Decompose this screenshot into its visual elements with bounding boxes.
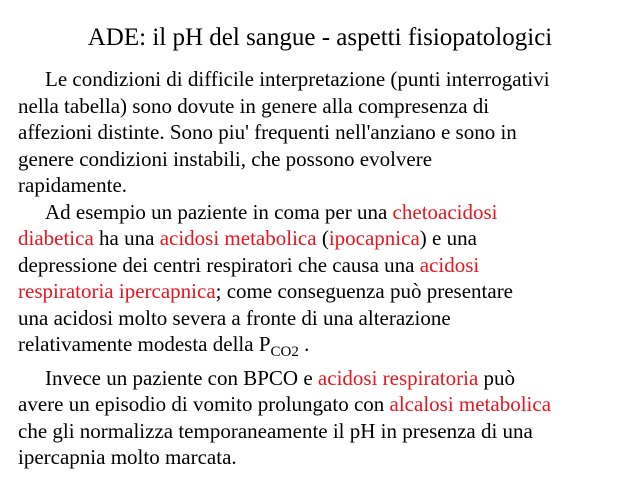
highlight-term-acidosi-respiratoria: acidosi respiratoria bbox=[317, 365, 479, 390]
paragraph-1 bbox=[18, 66, 630, 199]
paragraph-2-line-4 bbox=[18, 278, 630, 305]
highlight-term-chetoacidosi: chetoacidosi bbox=[392, 199, 498, 224]
paragraph-1-line-4: genere condizioni instabili, che possono evolvere bbox=[18, 146, 433, 171]
paragraph-1-line-2: nella tabella) sono dovute in genere alla compresenza di bbox=[18, 93, 490, 118]
paragraph-3-line-2 bbox=[18, 391, 630, 418]
pco2-main: P bbox=[258, 332, 271, 356]
paragraph-2-line-1 bbox=[18, 199, 630, 226]
slide-title: ADE: il pH del sangue - aspetti fisiopatologici bbox=[87, 24, 553, 51]
text-run: Invece un paziente con BPCO e bbox=[45, 365, 318, 390]
text-run: ( bbox=[316, 226, 329, 250]
highlight-term-diabetica: diabetica bbox=[18, 226, 94, 250]
text-run: . bbox=[298, 332, 310, 356]
paragraph-1-line-1: Le condizioni di difficile interpretazione (punti interrogativi bbox=[45, 67, 550, 91]
pco2-symbol bbox=[258, 332, 299, 360]
text-run: ; come conseguenza può presentare bbox=[215, 279, 514, 303]
text-run: avere un episodio di vomito prolungato con bbox=[18, 392, 390, 416]
paragraph-3-line-3: che gli normalizza temporaneamente il pH in presenza di una bbox=[18, 418, 533, 443]
text-run: Ad esempio un paziente in coma per una bbox=[45, 199, 393, 224]
highlight-term-alcalosi-metabolica: alcalosi metabolica bbox=[389, 392, 552, 416]
text-run: relativamente modesta della bbox=[18, 332, 259, 356]
paragraph-1-line-3: affezioni distinte. Sono piu' frequenti nell'anziano e sono in bbox=[18, 120, 517, 144]
paragraph-3 bbox=[18, 365, 630, 471]
highlight-term-acidosi-metabolica: acidosi metabolica bbox=[159, 226, 317, 250]
slide-body bbox=[18, 66, 630, 471]
highlight-term-acidosi: acidosi bbox=[419, 252, 480, 277]
paragraph-2-line-5: una acidosi molto severa a fronte di una alterazione bbox=[18, 305, 451, 330]
paragraph-2-line-6 bbox=[18, 331, 630, 361]
text-run: ha una bbox=[93, 226, 160, 250]
paragraph-1-line-5: rapidamente. bbox=[18, 173, 128, 197]
highlight-term-ipocapnica: ipocapnica bbox=[328, 226, 420, 250]
text-run: può bbox=[478, 365, 516, 390]
highlight-term-respiratoria-ipercapnica: respiratoria ipercapnica bbox=[18, 279, 216, 303]
pco2-subscript: CO2 bbox=[270, 344, 299, 360]
paragraph-3-line-4: ipercapnia molto marcata. bbox=[18, 445, 237, 469]
paragraph-2 bbox=[18, 199, 630, 361]
text-run: ) e una bbox=[419, 226, 477, 250]
paragraph-3-line-1 bbox=[18, 365, 630, 392]
paragraph-2-line-3 bbox=[18, 252, 630, 279]
paragraph-2-line-2 bbox=[18, 225, 630, 252]
text-run: depressione dei centri respiratori che causa una bbox=[18, 252, 420, 277]
